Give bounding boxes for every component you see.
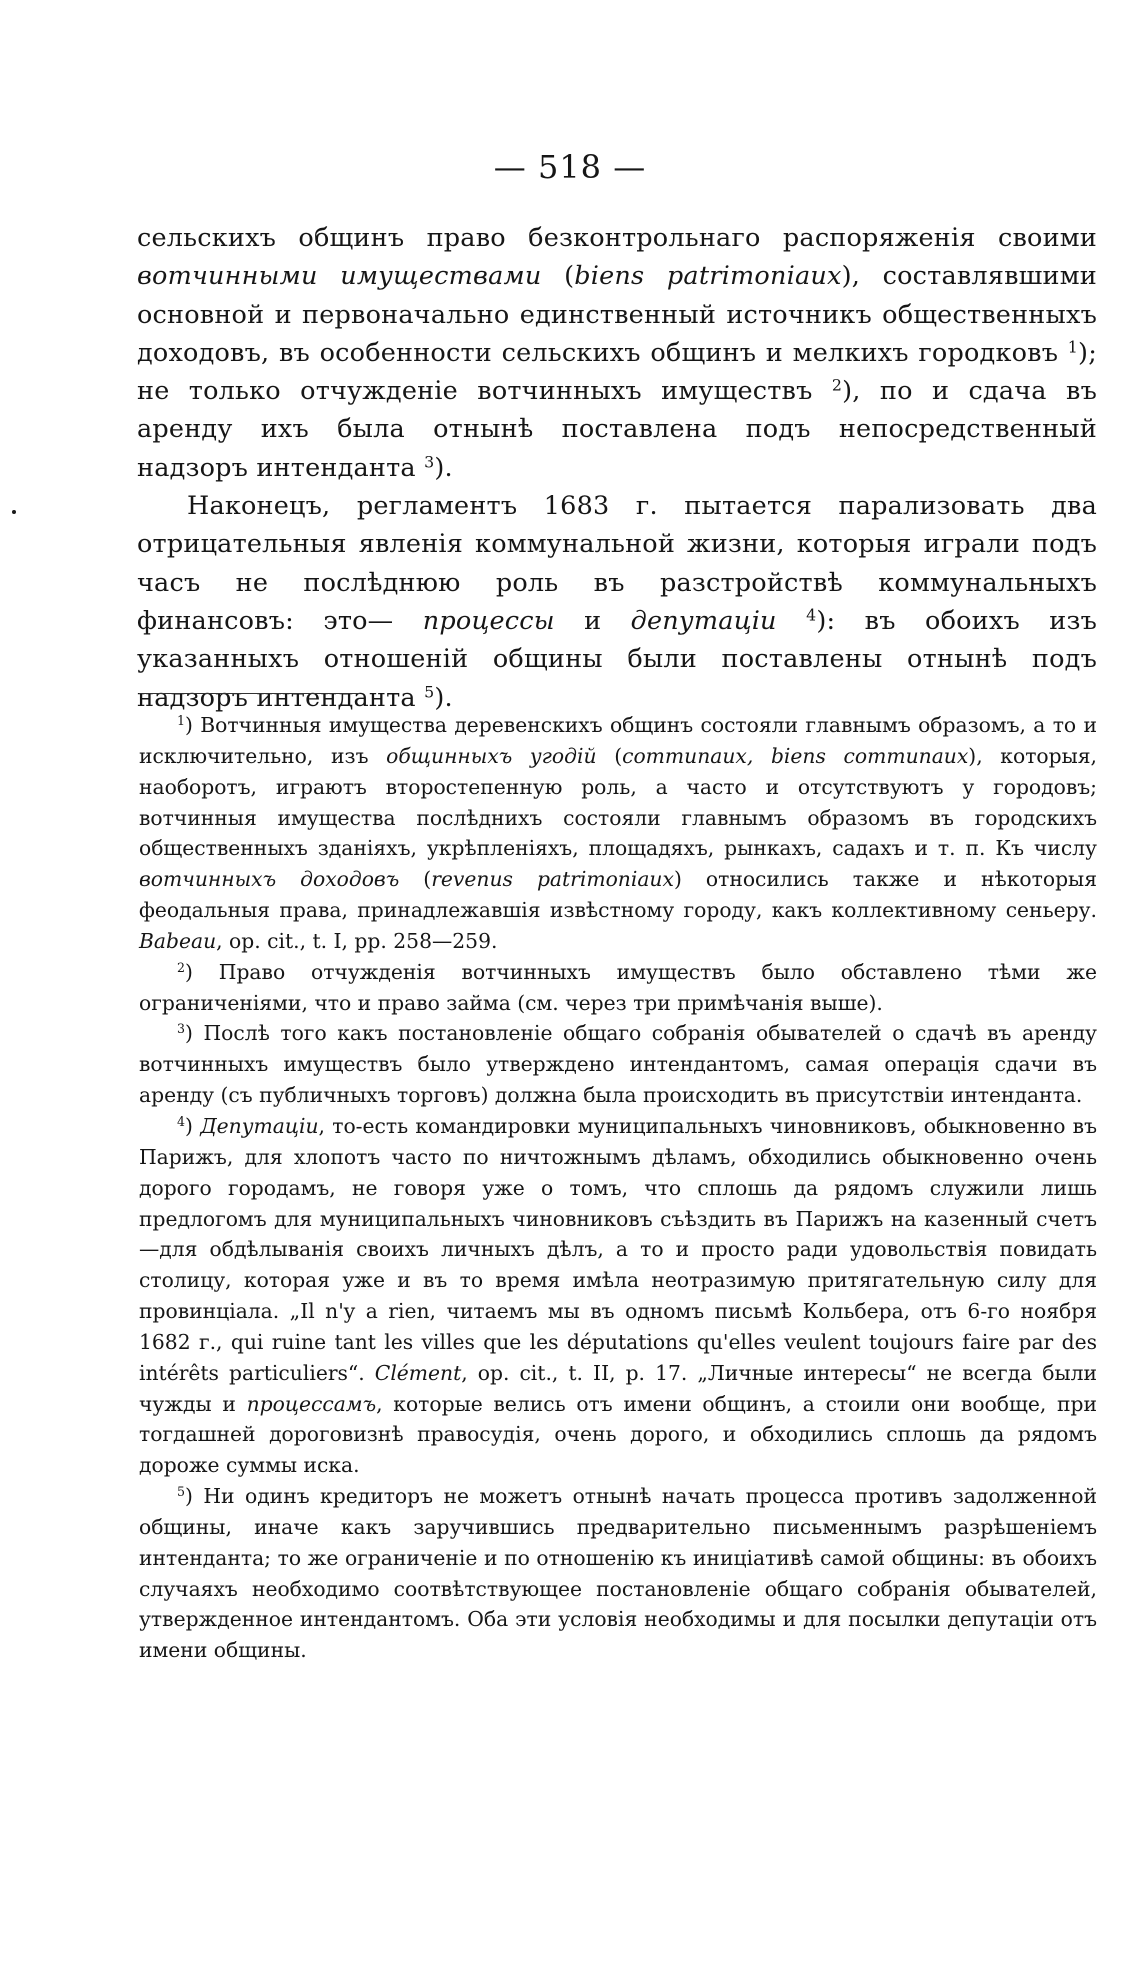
text-run: , op. cit., t. I, pp. 258—259. xyxy=(216,928,498,953)
italic-term: biens patrimoniaux xyxy=(574,261,842,292)
italic-term: revenus patrimoniaux xyxy=(431,867,674,892)
text-run: ) Ни одинъ кредиторъ не можетъ отнынѣ начать процесса противъ задолженной общины, иначе какъ заручившись предварительно письменнымъ разрѣшеніемъ интенданта; то же ограниченіе и по отношенію къ иниціативѣ самой общины: въ обоихъ случаяхъ необходимо соотвѣтствующее постановленіе общаго собранія обывателей, утвержденное интендантомъ. Оба эти условія необходимы и для посылки депутаціи отъ имени общины. xyxy=(139,1484,1097,1663)
footnote-5 xyxy=(139,1481,1097,1666)
text-run: ). xyxy=(434,682,453,713)
text-run xyxy=(777,606,806,636)
footnote-2 xyxy=(139,957,1097,1019)
italic-term: процессамъ xyxy=(246,1391,377,1416)
italic-term: процессы xyxy=(422,605,555,636)
italic-term: депутаціи xyxy=(630,605,777,636)
text-run: ) Право отчужденія вотчинныхъ имуществъ было обставлено тѣми же ограниченіями, что и право займа (см. через три примѣчанія выше). xyxy=(139,959,1097,1015)
footnote-ref-2: 2 xyxy=(831,375,843,395)
text-run: ) Вотчинныя имущества деревенскихъ общинъ состояли главнымъ образомъ, а то и исключительно, изъ xyxy=(139,713,1097,768)
footnote-1 xyxy=(139,710,1097,957)
footnote-marker: 2 xyxy=(177,959,186,975)
footnote-ref-1: 1 xyxy=(1067,337,1079,357)
text-run: ) относились также и нѣкоторыя феодальныя права, принадлежавшія извѣстному городу, какъ коллективному сеньеру. xyxy=(139,867,1097,923)
footnote-marker: 3 xyxy=(177,1021,186,1037)
main-paragraph-2 xyxy=(137,487,1097,717)
text-run: ( xyxy=(399,867,432,892)
text-run: ), по и сдача въ аренду ихъ была отнынѣ поставлена подъ непосредственный надзоръ интенданта xyxy=(137,376,1097,483)
main-paragraph-1 xyxy=(137,219,1097,487)
footnote-marker: 5 xyxy=(177,1484,186,1500)
text-run: Наконецъ, регламентъ 1683 г. пытается парализовать два отрицательныя явленія коммунальной жизни, которыя играли подъ часъ не послѣднюю роль въ разстройствѣ коммунальныхъ финансовъ: это— xyxy=(137,491,1097,636)
text-run: и xyxy=(554,605,631,636)
italic-term: общинныхъ угодій xyxy=(386,743,597,768)
italic-author: Clément xyxy=(374,1360,462,1385)
italic-term: вотчинными имуществами xyxy=(137,261,542,292)
italic-term: вотчинныхъ доходовъ xyxy=(139,867,400,892)
italic-author: Babeau xyxy=(139,928,217,953)
text-run: ) Послѣ того какъ постановленіе общаго собранія обывателей о сдачѣ въ аренду вотчинныхъ имуществъ было утверждено интендантомъ, самая операція сдачи въ аренду (съ публичныхъ торговъ) должна была происходить въ присутствіи интенданта. xyxy=(139,1021,1097,1108)
footnote-separator-rule xyxy=(139,693,360,694)
footnote-3 xyxy=(139,1018,1097,1111)
footnote-4: $^4$) Депутаціи, то-есть командировки муниципальныхъ чиновниковъ, обыкновенно въ Парижъ, для хлопотъ часто по ничтожнымъ дѣламъ, обходились обыкновенно очень дорого городамъ, не говоря уже о томъ, что сплошь да рядомъ служили лишь предлогомъ для муниципальныхъ чиновниковъ съѣздить въ Парижъ на казенный счетъ—для обдѣлыванія своихъ личныхъ дѣлъ, а то и просто ради удовольствія повидать столицу, которая уже и въ то время имѣла неотразимую притягательную силу для провинціала. „Il n'y a rien, читаемъ мы въ одномъ письмѣ Кольбера, отъ 6-го ноября 1682 г., qui ruine tant les villes que les députations qu'elles veulent toujours faire par des intérêts particuliers“. Clément, op. cit., t. II, p. 17. „Личные интересы“ не всегда были чужды и процессамъ, которые велись отъ имени общинъ, а стоили они вообще, при тогдашней дороговизнѣ правосудія, очень дорого, и обходились сплошь да рядомъ дороже суммы иска. xyxy=(139,1113,1098,1478)
text-run: сельскихъ общинъ право безконтрольнаго распоряженія своими xyxy=(137,223,1097,253)
text-run: ). xyxy=(434,452,453,483)
italic-term: Депутаціи xyxy=(200,1113,319,1138)
italic-term: communaux, biens communaux xyxy=(622,743,969,768)
margin-speck xyxy=(12,510,16,514)
main-text xyxy=(137,219,1097,717)
text-run: , то-есть командировки муниципальныхъ чиновниковъ, обыкновенно въ Парижъ, для хлопотъ часто по ничтожнымъ дѣламъ, обходились обыкновенно очень дорого городамъ, не говоря уже о томъ, что сплошь да рядомъ служили лишь предлогомъ для муниципальныхъ чиновниковъ съѣздить въ Парижъ на казенный счетъ—для обдѣлыванія своихъ личныхъ дѣлъ, а то и просто ради удовольствія повидать столицу, которая уже и въ то время имѣла неотразимую притягательную силу для провинціала. „Il n'y a rien, читаемъ мы въ одномъ письмѣ Кольбера, отъ 6-го ноября 1682 г., qui ruine tant les villes que les députations qu'elles veulent toujours faire par des intérêts particuliers“. xyxy=(139,1113,1098,1385)
text-run: ( xyxy=(596,743,623,768)
footnote-marker: 4 xyxy=(177,1114,186,1130)
footnote-ref-4: 4 xyxy=(806,605,817,625)
footnote-ref-3: 3 xyxy=(424,452,435,472)
text-run: ), которыя, наоборотъ, играютъ второстепенную роль, а часто и отсутствуютъ у городовъ; вотчинныя имущества послѣднихъ состояли главнымъ образомъ въ городскихъ общественныхъ зданіяхъ, укрѣпленіяхъ, площадяхъ, рынкахъ, садахъ и т. п. Къ числу xyxy=(139,743,1097,861)
text-run: ( xyxy=(541,261,575,292)
page-number: — 518 — xyxy=(493,148,647,186)
footnote-marker: 1 xyxy=(177,713,186,729)
text-run: , которые велись отъ имени общинъ, а стоили они вообще, при тогдашней дороговизнѣ правосудія, очень дорого, и обходились сплошь да рядомъ дороже суммы иска. xyxy=(139,1391,1097,1478)
text-run: ); не только отчужденіе вотчинныхъ имуществъ xyxy=(137,337,1097,407)
footnotes xyxy=(139,710,1097,1666)
footnote-ref-5: 5 xyxy=(424,681,435,701)
text-run: , op. cit., t. II, p. 17. „Личные интересы“ не всегда были чужды и xyxy=(139,1360,1097,1416)
text-run: ): въ обоихъ изъ указанныхъ отношеній общины были поставлены отнынѣ подъ надзоръ интенданта xyxy=(137,605,1097,713)
text-run: ), составлявшими основной и первоначально единственный источникъ общественныхъ доходовъ, въ особенности сельскихъ общинъ и мелкихъ городковъ xyxy=(137,261,1097,368)
